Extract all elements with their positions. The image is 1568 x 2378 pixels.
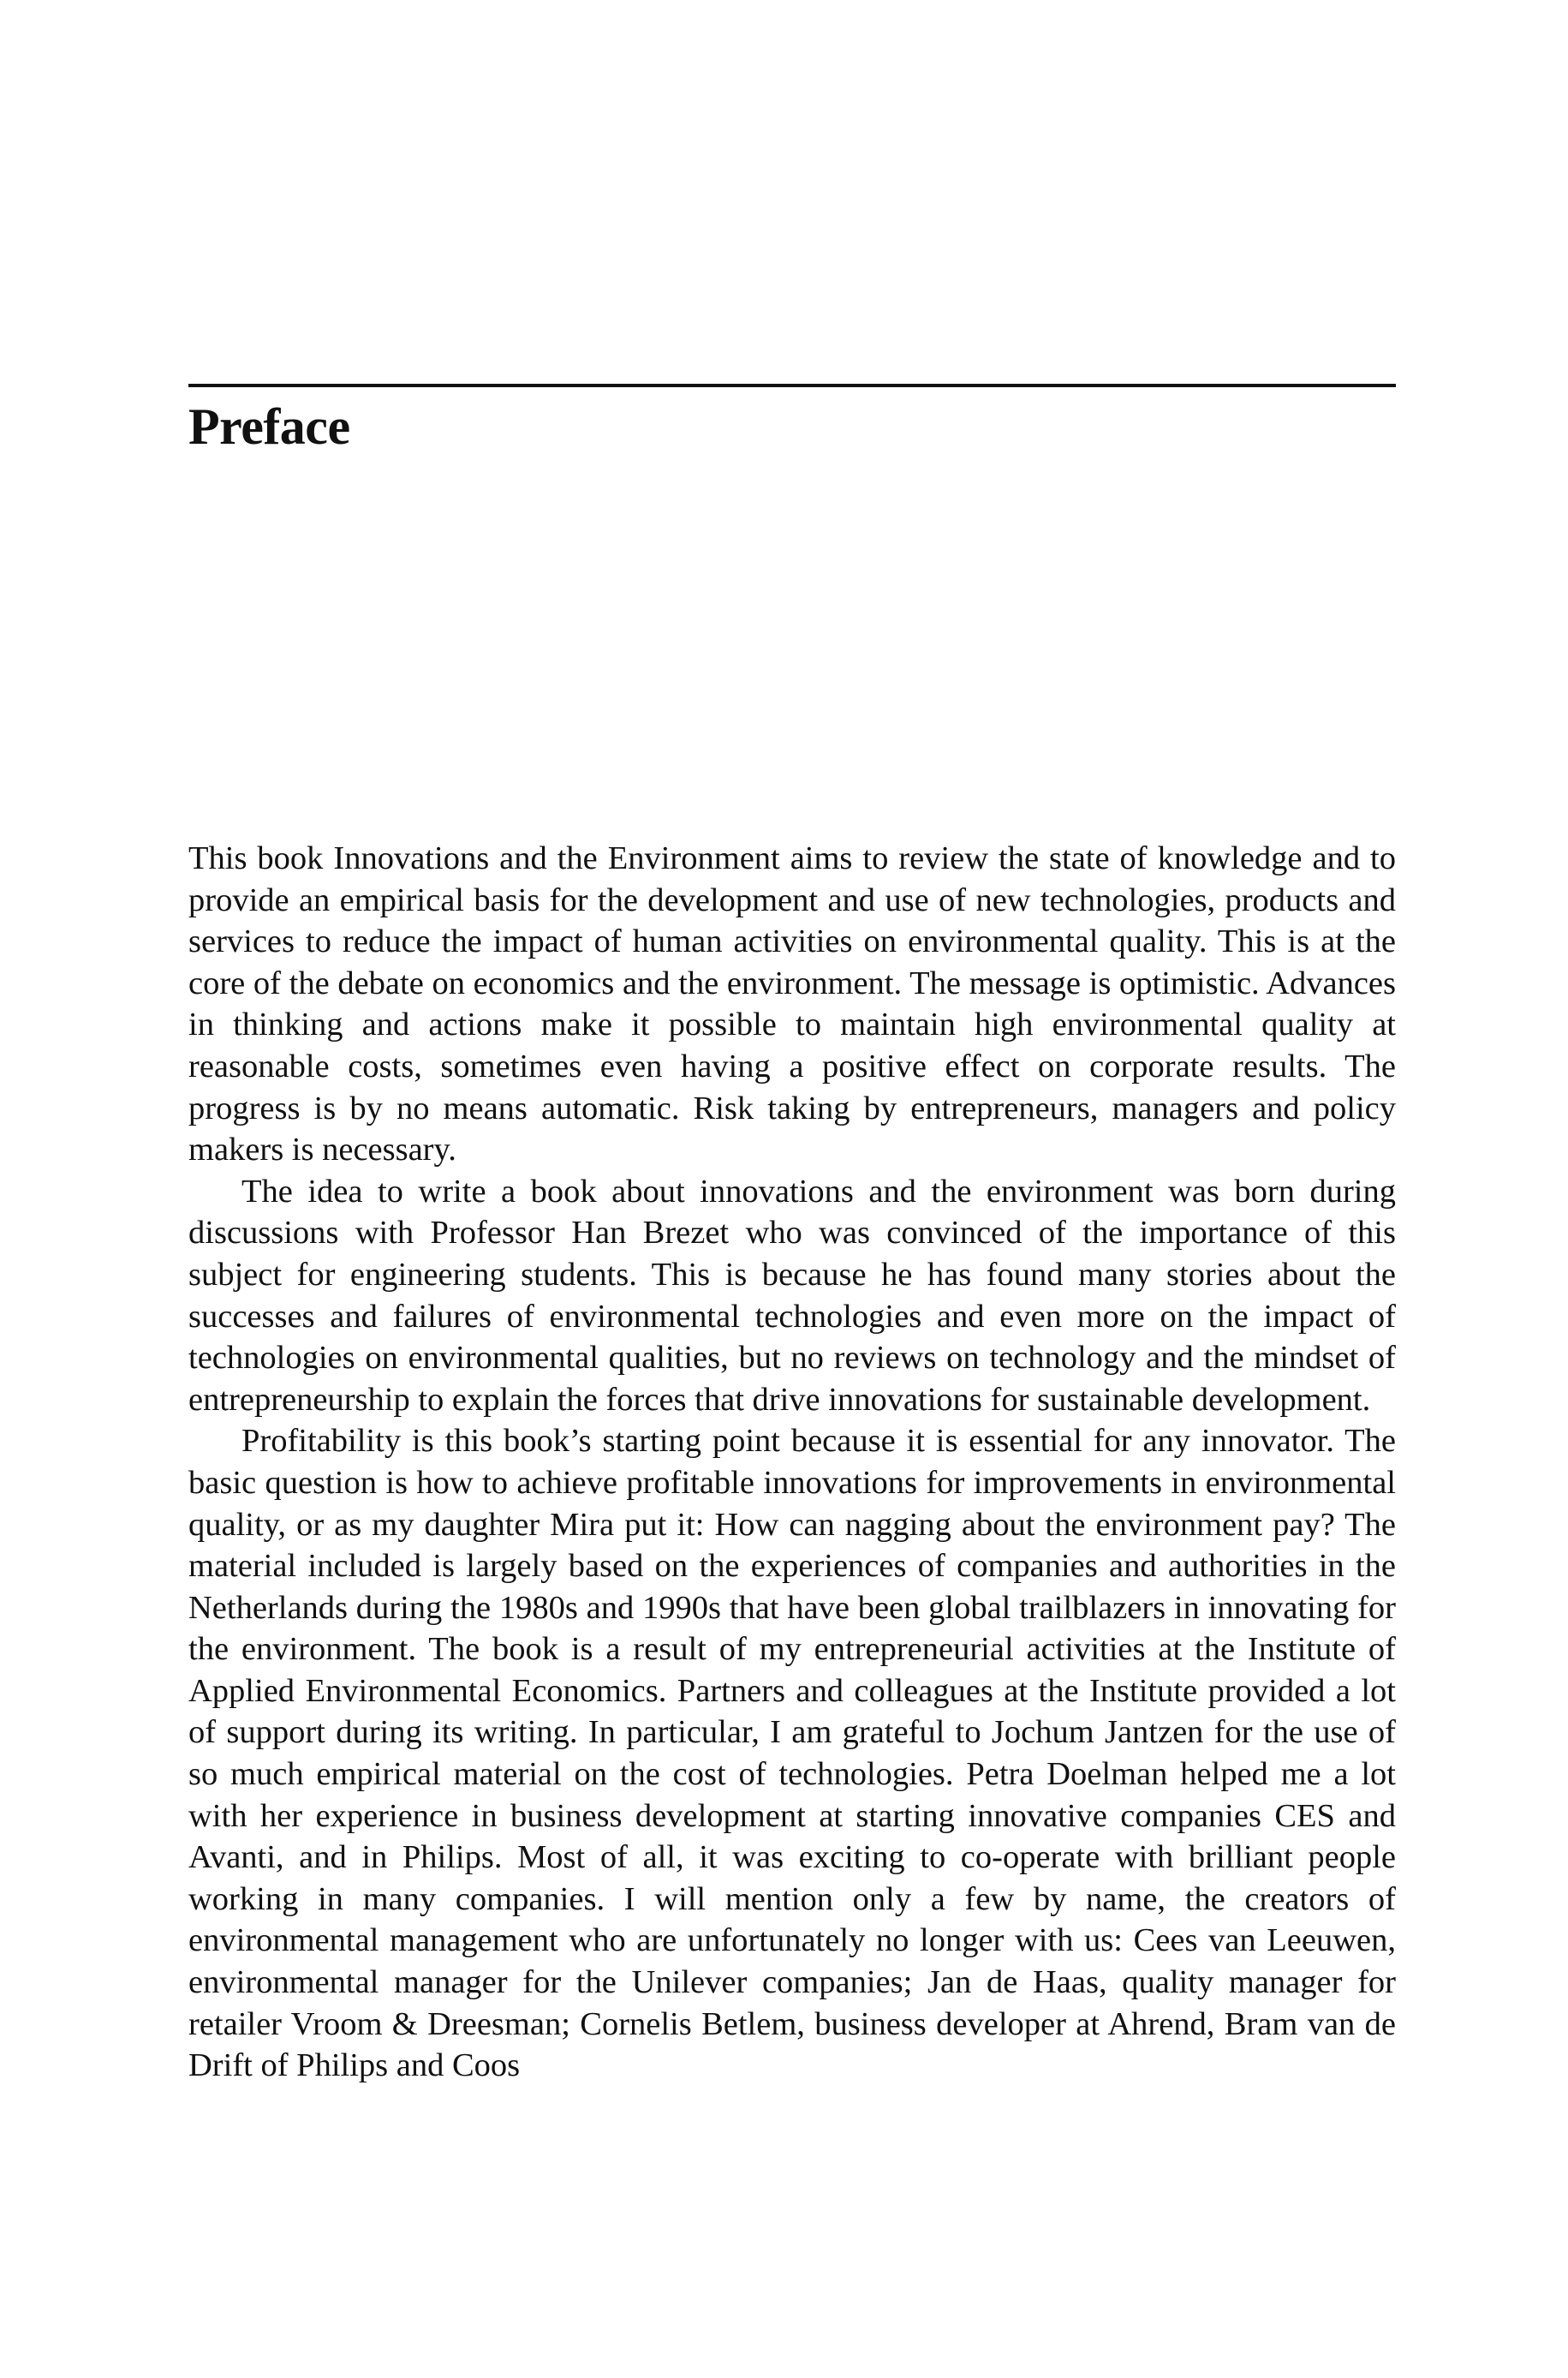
paragraph-3: Profitability is this book’s starting point because it is essential for any innovator. The basic question is how to achieve profitable innovations for improvements in environmental quality, or as my daughter Mira put it: How can nagging about the environment pay? The material included is largely based on the experiences of companies and authorities in the Netherlands during the 1980s and 1990s that have been global trailblazers in innovating for the environment. The book is a result of my entrepreneurial activities at the Institute of Applied Environmental Economics. Partners and colleagues at the Institute provided a lot of support during its writing. In particular, I am grateful to Jochum Jantzen for the use of so much empirical material on the cost of technologies. Petra Doelman helped me a lot with her experience in business development at starting innovative companies CES and Avanti, and in Philips. Most of all, it was exciting to co-operate with brilliant people working in many companies. I will mention only a few by name, the creators of environmental management who are unfortunately no longer with us: Cees van Leeuwen, environmental manager for the Unilever companies; Jan de Haas, quality manager for retailer Vroom & Dreesman; Cornelis Betlem, business developer at Ahrend, Bram van de Drift of Philips and Coos: [188, 1423, 1396, 2084]
chapter-title: Preface: [188, 398, 350, 455]
book-page: [188, 0, 1396, 2378]
chapter-rule: [188, 384, 1396, 387]
preface-body: [188, 838, 1396, 2087]
paragraph-2: The idea to write a book about innovations and the environment was born during discussions with Professor Han Brezet who was convinced of the importance of this subject for engineering students. This is because he has found many stories about the successes and failures of environmental technologies and even more on the impact of technologies on environmental qualities, but no reviews on technology and the mindset of entrepreneurship to explain the forces that drive innovations for sustainable development.: [188, 1173, 1396, 1418]
paragraph-1: This book Innovations and the Environment aims to review the state of knowledge and to provide an empirical basis for the development and use of new technologies, products and services to reduce the impact of human activities on environmental quality. This is at the core of the debate on economics and the environment. The message is optimistic. Advances in thinking and actions make it possible to maintain high environmental quality at reasonable costs, sometimes even having a positive effect on corporate results. The progress is by no means automatic. Risk taking by entrepreneurs, managers and policy makers is necessary.: [188, 840, 1396, 1168]
